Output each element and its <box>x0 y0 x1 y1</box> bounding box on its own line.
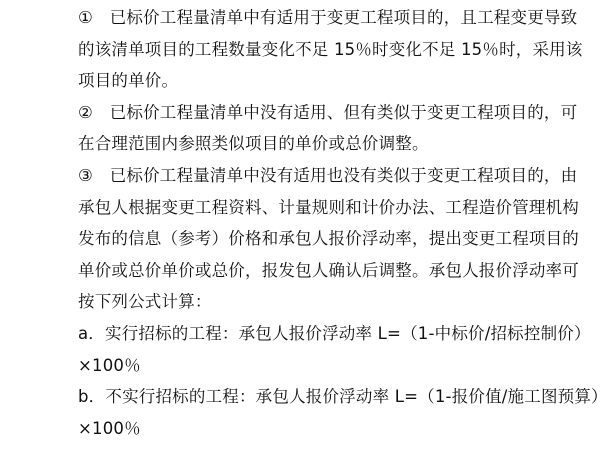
paragraph-3-line-2: 承包人根据变更工程资料、计量规则和计价办法、工程造价管理机构 <box>78 197 579 217</box>
formula-b-line-1: b．不实行招标的工程：承包人报价浮动率 L=（1-报价值/施工图预算） <box>78 387 608 407</box>
paragraph-1-line-1: ① 已标价工程量清单中有适用于变更工程项目的，且工程变更导致 <box>78 8 578 27</box>
paragraph-3-line-1: ③ 已标价工程量清单中没有适用也没有类似于变更工程项目的，由 <box>78 165 578 185</box>
document-body <box>78 0 608 444</box>
formula-b-line-2: ×100％ <box>78 418 141 438</box>
paragraph-2-line-1: ② 已标价工程量清单中没有适用、但有类似于变更工程项目的，可 <box>78 102 578 122</box>
paragraph-1-line-3: 项目的单价。 <box>78 71 179 91</box>
paragraph-3-line-4: 单价或总价单价或总价，报发包人确认后调整。承包人报价浮动率可 <box>78 260 579 280</box>
paragraph-3-line-5: 按下列公式计算： <box>78 292 212 312</box>
formula-a-line-1: a．实行招标的工程：承包人报价浮动率 L=（1-中标价/招标控制价） <box>78 323 591 343</box>
formula-a-line-2: ×100％ <box>78 355 141 375</box>
paragraph-1-line-2: 的该清单项目的工程数量变化不足 15％时变化不足 15％时，采用该 <box>78 39 583 59</box>
paragraph-3-line-3: 发布的信息（参考）价格和承包人报价浮动率，提出变更工程项目的 <box>78 229 579 249</box>
paragraph-2-line-2: 在合理范围内参照类似项目的单价或总价调整。 <box>78 134 429 154</box>
